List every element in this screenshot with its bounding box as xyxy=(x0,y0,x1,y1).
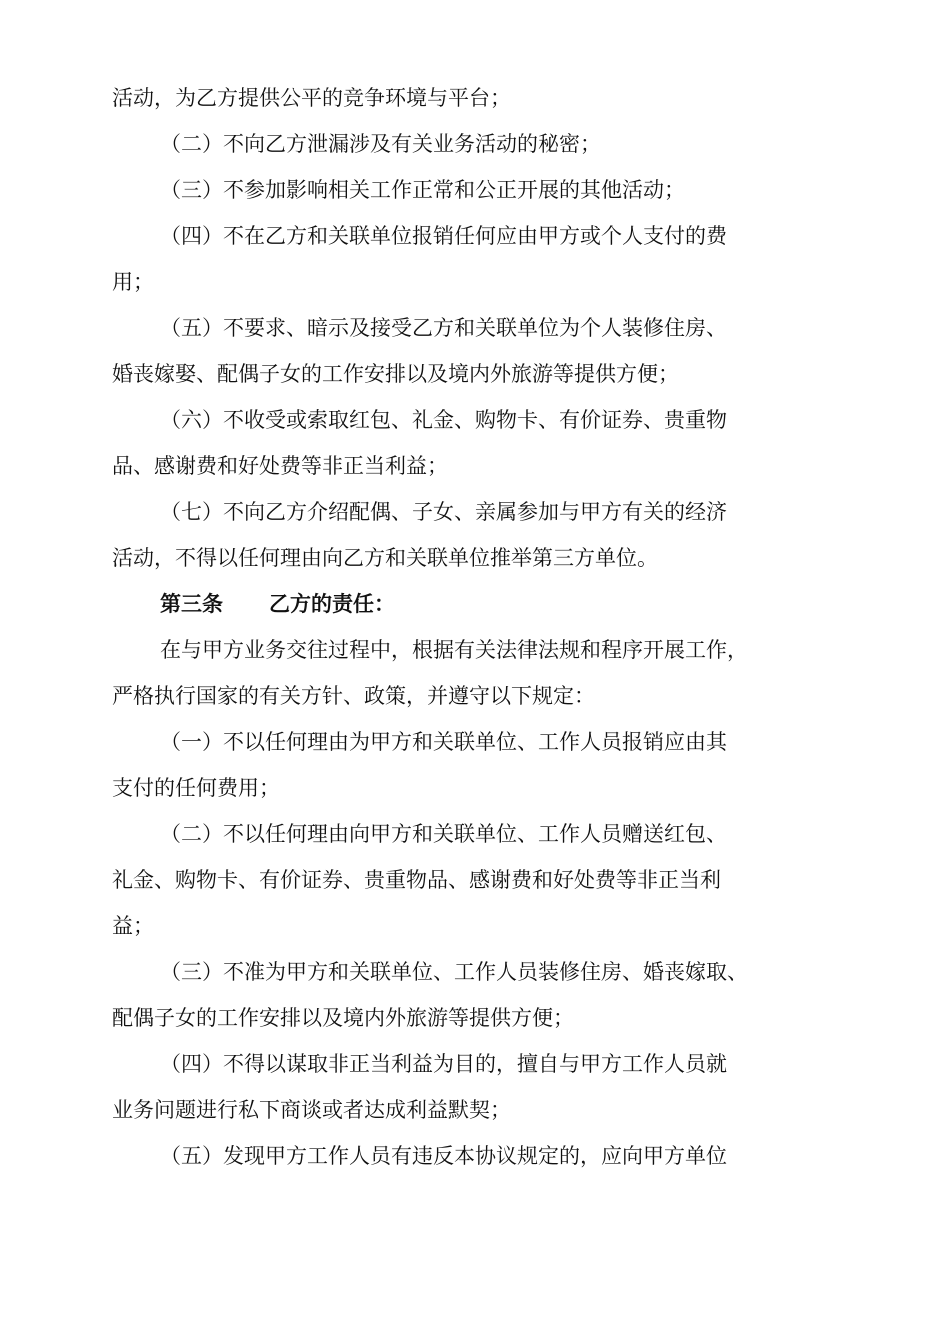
paragraph-line: 活动，不得以任何理由向乙方和关联单位推举第三方单位。 xyxy=(112,546,658,570)
paragraph-line: （二）不向乙方泄漏涉及有关业务活动的秘密； xyxy=(160,132,601,156)
paragraph-line: （四）不得以谋取非正当利益为目的，擅自与甲方工作人员就 xyxy=(160,1052,727,1076)
paragraph-line: 品、感谢费和好处费等非正当利益； xyxy=(112,454,448,478)
paragraph-line: （二）不以任何理由向甲方和关联单位、工作人员赠送红包、 xyxy=(160,822,727,846)
paragraph-line: 礼金、购物卡、有价证券、贵重物品、感谢费和好处费等非正当利 xyxy=(112,868,721,892)
paragraph-line: （五）发现甲方工作人员有违反本协议规定的，应向甲方单位 xyxy=(160,1144,727,1168)
article-heading xyxy=(0,584,950,624)
paragraph-line: 用； xyxy=(112,270,154,294)
article-title: 乙方的责任： xyxy=(269,592,395,616)
paragraph-line: （七）不向乙方介绍配偶、子女、亲属参加与甲方有关的经济 xyxy=(160,500,727,524)
paragraph-line: 活动，为乙方提供公平的竞争环境与平台； xyxy=(112,86,511,110)
paragraph-line: （六）不收受或索取红包、礼金、购物卡、有价证券、贵重物 xyxy=(160,408,727,432)
paragraph-line: （三）不参加影响相关工作正常和公正开展的其他活动； xyxy=(160,178,685,202)
paragraph-line: 严格执行国家的有关方针、政策，并遵守以下规定： xyxy=(112,684,595,708)
paragraph-line: （五）不要求、暗示及接受乙方和关联单位为个人装修住房、 xyxy=(160,316,727,340)
paragraph-line: 在与甲方业务交往过程中，根据有关法律法规和程序开展工作， xyxy=(160,638,748,662)
paragraph-line: 业务问题进行私下商谈或者达成利益默契； xyxy=(112,1098,511,1122)
paragraph-line: （四）不在乙方和关联单位报销任何应由甲方或个人支付的费 xyxy=(160,224,727,248)
paragraph-line: 配偶子女的工作安排以及境内外旅游等提供方便； xyxy=(112,1006,574,1030)
paragraph-line: 支付的任何费用； xyxy=(112,776,280,800)
paragraph-line: 婚丧嫁娶、配偶子女的工作安排以及境内外旅游等提供方便； xyxy=(112,362,679,386)
paragraph-line: （一）不以任何理由为甲方和关联单位、工作人员报销应由其 xyxy=(160,730,727,754)
paragraph-line: 益； xyxy=(112,914,154,938)
article-number: 第三条 xyxy=(160,592,223,616)
paragraph-line: （三）不准为甲方和关联单位、工作人员装修住房、婚丧嫁取、 xyxy=(160,960,748,984)
